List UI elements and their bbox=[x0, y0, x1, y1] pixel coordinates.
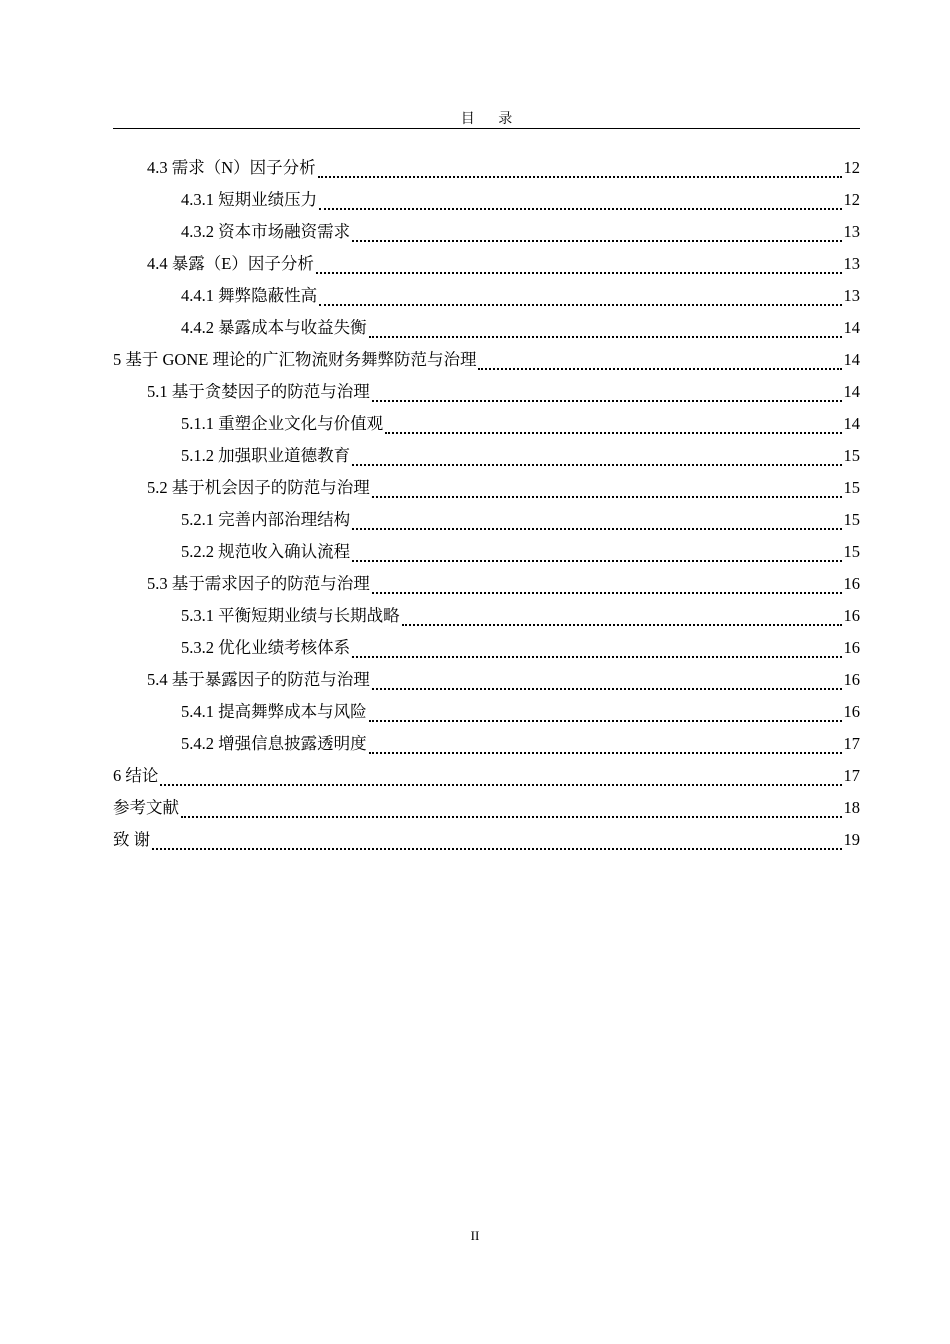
toc-entry-label: 5.2 基于机会因子的防范与治理 bbox=[147, 478, 370, 497]
toc-entry-label: 4.3.2 资本市场融资需求 bbox=[181, 222, 351, 241]
toc-dot-leader bbox=[352, 550, 841, 562]
toc-entry-page: 12 bbox=[843, 158, 860, 177]
toc-dot-leader bbox=[316, 262, 842, 274]
toc-entry-page: 16 bbox=[843, 702, 860, 721]
toc-entry-label: 4.3.1 短期业绩压力 bbox=[181, 190, 318, 209]
toc-entry-page: 16 bbox=[843, 638, 860, 657]
toc-entry-label: 5.1.2 加强职业道德教育 bbox=[181, 446, 351, 465]
toc-dot-leader bbox=[352, 646, 841, 658]
toc-entry-page: 13 bbox=[843, 254, 860, 273]
toc-entry-page: 14 bbox=[843, 382, 860, 401]
toc-entry-label: 6 结论 bbox=[113, 766, 159, 785]
toc-entry-label: 5.3.1 平衡短期业绩与长期战略 bbox=[181, 606, 400, 625]
toc-entry-page: 13 bbox=[843, 286, 860, 305]
toc-dot-leader bbox=[369, 742, 842, 754]
toc-entry[interactable] bbox=[113, 472, 860, 504]
toc-entry[interactable] bbox=[113, 312, 860, 344]
toc-entry-label: 4.3 需求（N）因子分析 bbox=[147, 158, 316, 177]
toc-entry-label: 5.1.1 重塑企业文化与价值观 bbox=[181, 414, 384, 433]
toc-entry-label: 5.4.1 提高舞弊成本与风险 bbox=[181, 702, 367, 721]
toc-dot-leader bbox=[181, 806, 842, 818]
toc-entry[interactable] bbox=[113, 760, 860, 792]
toc-entry-label: 4.4.1 舞弊隐蔽性高 bbox=[181, 286, 318, 305]
toc-dot-leader bbox=[369, 326, 842, 338]
toc-entry[interactable] bbox=[113, 248, 860, 280]
toc-dot-leader bbox=[319, 294, 841, 306]
toc-dot-leader bbox=[402, 614, 842, 626]
toc-entry[interactable] bbox=[113, 664, 860, 696]
toc-entry[interactable] bbox=[113, 440, 860, 472]
toc-dot-leader bbox=[385, 422, 841, 434]
toc-dot-leader bbox=[478, 358, 841, 370]
toc-entry[interactable] bbox=[113, 216, 860, 248]
toc-entry-page: 13 bbox=[843, 222, 860, 241]
toc-entry-page: 14 bbox=[843, 414, 860, 433]
toc-entry[interactable] bbox=[113, 152, 860, 184]
toc-entry[interactable] bbox=[113, 376, 860, 408]
toc-entry-page: 15 bbox=[843, 446, 860, 465]
toc-dot-leader bbox=[369, 710, 842, 722]
toc-entry-label: 5.4.2 增强信息披露透明度 bbox=[181, 734, 367, 753]
page-header-title: 目 录 bbox=[460, 112, 523, 127]
toc-dot-leader bbox=[352, 518, 841, 530]
toc-dot-leader bbox=[319, 198, 841, 210]
toc-dot-leader bbox=[372, 582, 842, 594]
header-divider bbox=[113, 128, 860, 129]
table-of-contents bbox=[113, 152, 860, 856]
toc-entry[interactable] bbox=[113, 600, 860, 632]
toc-entry-page: 17 bbox=[843, 734, 860, 753]
toc-entry-label: 5.2.2 规范收入确认流程 bbox=[181, 542, 351, 561]
toc-entry-page: 19 bbox=[843, 830, 860, 849]
toc-entry[interactable] bbox=[113, 408, 860, 440]
toc-entry-label: 5.3 基于需求因子的防范与治理 bbox=[147, 574, 370, 593]
toc-entry-page: 16 bbox=[843, 606, 860, 625]
toc-entry-label: 5 基于 GONE 理论的广汇物流财务舞弊防范与治理 bbox=[113, 350, 477, 369]
toc-entry-label: 4.4.2 暴露成本与收益失衡 bbox=[181, 318, 367, 337]
toc-dot-leader bbox=[352, 454, 841, 466]
toc-dot-leader bbox=[152, 838, 841, 850]
toc-entry[interactable] bbox=[113, 184, 860, 216]
toc-entry[interactable] bbox=[113, 344, 860, 376]
toc-entry[interactable] bbox=[113, 504, 860, 536]
toc-dot-leader bbox=[372, 390, 842, 402]
toc-entry-page: 17 bbox=[843, 766, 860, 785]
toc-entry[interactable] bbox=[113, 824, 860, 856]
toc-entry-page: 12 bbox=[843, 190, 860, 209]
toc-entry-label: 5.4 基于暴露因子的防范与治理 bbox=[147, 670, 370, 689]
page-number: II bbox=[470, 1228, 480, 1243]
toc-entry[interactable] bbox=[113, 632, 860, 664]
toc-entry-page: 15 bbox=[843, 478, 860, 497]
toc-entry[interactable] bbox=[113, 696, 860, 728]
toc-dot-leader bbox=[160, 774, 841, 786]
toc-entry-label: 5.3.2 优化业绩考核体系 bbox=[181, 638, 351, 657]
toc-dot-leader bbox=[318, 166, 842, 178]
toc-entry[interactable] bbox=[113, 280, 860, 312]
toc-entry-page: 16 bbox=[843, 670, 860, 689]
toc-dot-leader bbox=[372, 678, 842, 690]
toc-entry-label: 致 谢 bbox=[113, 830, 151, 849]
toc-entry[interactable] bbox=[113, 536, 860, 568]
toc-entry-page: 14 bbox=[843, 350, 860, 369]
toc-dot-leader bbox=[372, 486, 842, 498]
toc-entry-label: 4.4 暴露（E）因子分析 bbox=[147, 254, 314, 273]
toc-entry-page: 14 bbox=[843, 318, 860, 337]
toc-entry-label: 5.2.1 完善内部治理结构 bbox=[181, 510, 351, 529]
toc-entry[interactable] bbox=[113, 568, 860, 600]
toc-entry[interactable] bbox=[113, 792, 860, 824]
toc-entry-page: 15 bbox=[843, 542, 860, 561]
toc-entry-page: 16 bbox=[843, 574, 860, 593]
toc-entry-label: 5.1 基于贪婪因子的防范与治理 bbox=[147, 382, 370, 401]
toc-dot-leader bbox=[352, 230, 841, 242]
toc-entry-page: 18 bbox=[843, 798, 860, 817]
toc-entry-page: 15 bbox=[843, 510, 860, 529]
toc-entry[interactable] bbox=[113, 728, 860, 760]
toc-entry-label: 参考文献 bbox=[113, 798, 179, 817]
